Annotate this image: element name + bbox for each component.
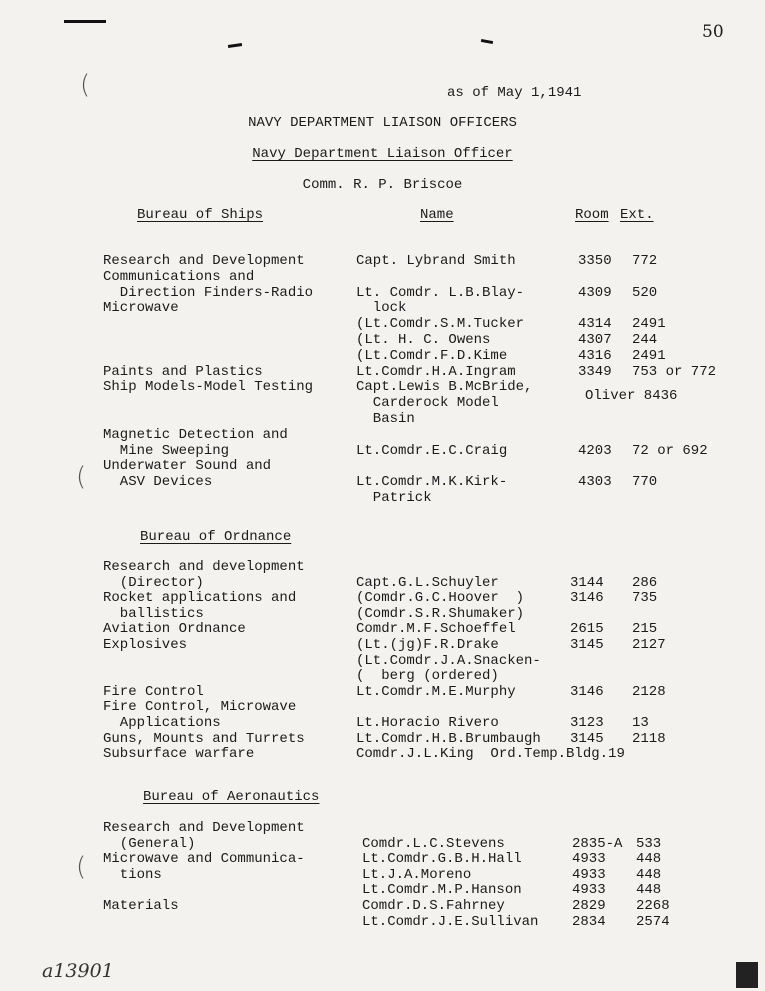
ordnance-row-ext: 2127 [632,637,666,653]
ordnance-row-room: 3144 [570,574,604,591]
document-subtitle: Navy Department Liaison Officer [252,146,513,162]
margin-bracket-top: ( [80,70,91,100]
ordnance-row-name: (Lt.Comdr.J.A.Snacken- [356,652,541,669]
ships-row-dept: Communications and [103,268,255,285]
ships-row-ext: 2491 [632,316,666,333]
handwritten-footer: a13901 [42,960,114,982]
ordnance-row-ext: 2118 [632,730,666,747]
header-bureau-aeronautics: Bureau of Aeronautics [143,789,320,805]
ordnance-row-name: Lt.Comdr.M.E.Murphy [356,683,516,700]
aero-row-ext: 533 [636,835,662,852]
ships-row-name: (Lt.Comdr.F.D.Kime [356,347,508,364]
aero-row-room: 4933 [572,866,606,883]
header-bureau-ships: Bureau of Ships [137,207,264,223]
ordnance-row-room: 3145 [570,637,604,653]
ordnance-row-ext: 735 [632,590,658,607]
margin-bracket-middle: ( [76,462,87,492]
aero-row-room: 4933 [572,882,606,899]
margin-bracket-bottom: ( [76,852,87,882]
aero-row-room: 4933 [572,851,606,868]
ordnance-row-name: Lt.Horacio Rivero [356,715,499,731]
ships-row-dept: Underwater Sound and [103,458,272,475]
ships-row-ext: 753 or 772 [632,363,717,380]
ships-row-room: 3350 [578,253,612,269]
ordnance-row-name: Comdr.J.L.King Ord.Temp.Bldg.19 [356,746,625,763]
aero-row-name: Lt.Comdr.G.B.H.Hall [362,851,522,868]
ships-row-name: (Lt.Comdr.S.M.Tucker [356,316,525,333]
header-bureau-ordnance: Bureau of Ordnance [140,529,292,545]
ordnance-row-dept: Explosives [103,637,188,653]
ordnance-row-dept: Guns, Mounts and Turrets [103,730,305,747]
header-name: Name [420,207,454,223]
ordnance-row-dept: Aviation Ordnance [103,621,246,638]
ships-row-ext: 770 [632,474,658,491]
aero-row-ext: 448 [636,882,662,899]
aero-row-dept: tions [103,866,162,883]
ships-row-room: 3349 [578,363,612,380]
ships-row-ext: 72 or 692 [632,442,708,459]
aero-row-ext: 2268 [636,898,670,914]
ordnance-row-name: ( berg (ordered) [356,668,499,685]
ships-row-name: Basin [356,411,415,427]
ships-row-name: Lt.Comdr.H.A.Ingram [356,363,516,380]
ships-row-name: Capt.Lewis B.McBride, [356,379,533,396]
ships-row-dept: Microwave [103,300,179,317]
ships-row-name: Capt. Lybrand Smith [356,253,516,269]
ordnance-row-name: (Lt.(jg)F.R.Drake [356,637,499,653]
ships-row-ext: 520 [632,284,658,301]
ships-row-room: 4316 [578,347,612,364]
page-number: 50 [702,22,724,42]
ships-row-dept: ASV Devices [103,474,213,491]
ships-row-dept: Ship Models-Model Testing [103,379,314,396]
ordnance-row-room: 2615 [570,621,604,638]
scan-mark-dash-1 [228,43,242,48]
ships-row-name: Carderock Model [356,395,499,412]
ordnance-row-dept: Fire Control, Microwave [103,699,297,716]
ships-row-dept: Magnetic Detection and [103,426,288,443]
scan-mark-dash-2 [481,39,493,44]
ships-row-name: Lt.Comdr.E.C.Craig [356,442,508,459]
ships-row-name: Lt. Comdr. L.B.Blay- [356,284,525,301]
aero-row-name: Lt.J.A.Moreno [362,866,472,883]
aero-row-name: Lt.Comdr.J.E.Sullivan [362,913,539,930]
ordnance-row-room: 3145 [570,730,604,747]
ships-row-name: Patrick [356,490,432,506]
aero-row-ext: 448 [636,866,662,883]
ordnance-row-dept: Fire Control [103,683,204,700]
ships-row-dept: Paints and Plastics [103,363,263,380]
ordnance-row-ext: 286 [632,574,658,591]
ordnance-row-room: 3146 [570,590,604,607]
ships-row-ext: 2491 [632,347,666,364]
ships-row-name: Lt.Comdr.M.K.Kirk- [356,474,508,491]
ordnance-row-ext: 2128 [632,683,666,700]
ordnance-row-name: Comdr.M.F.Schoeffel [356,621,516,638]
aero-row-room: 2829 [572,898,606,914]
aero-row-name: Comdr.L.C.Stevens [362,835,505,852]
ships-row-room: 4303 [578,474,612,491]
ships-row-name: (Lt. H. C. Owens [356,332,491,348]
aero-row-room: 2835-A [572,835,623,852]
scan-mark-top-left [64,20,106,23]
aero-row-ext: 448 [636,851,662,868]
document-title: NAVY DEPARTMENT LIAISON OFFICERS [248,115,517,131]
ships-oliver-phone: Oliver 8436 [585,388,678,404]
aero-row-dept: (General) [103,835,196,852]
aero-row-dept: Microwave and Communica- [103,851,305,868]
ships-row-dept: Direction Finders-Radio [103,284,314,301]
ordnance-row-ext: 13 [632,715,649,731]
ordnance-row-room: 3146 [570,683,604,700]
chief-officer: Comm. R. P. Briscoe [302,177,463,193]
aero-row-ext: 2574 [636,913,670,930]
ships-row-ext: 772 [632,253,658,269]
ships-row-dept: Mine Sweeping [103,442,230,459]
ordnance-row-dept: ballistics [103,605,204,622]
ordnance-row-name: (Comdr.G.C.Hoover ) [356,590,525,607]
ordnance-row-ext: 215 [632,621,658,638]
ships-row-room: 4314 [578,316,612,333]
aero-row-dept: Research and Development [103,820,305,836]
ordnance-row-name: Capt.G.L.Schuyler [356,574,499,591]
ordnance-row-dept: Subsurface warfare [103,746,255,763]
header-ext: Ext. [620,207,654,223]
ordnance-row-dept: (Director) [103,574,204,591]
ordnance-row-dept: Rocket applications and [103,590,297,607]
scan-mark-bottom-right [736,962,758,988]
aero-row-name: Lt.Comdr.M.P.Hanson [362,882,522,899]
aero-row-name: Comdr.D.S.Fahrney [362,898,505,914]
ordnance-row-dept: Applications [103,715,221,731]
aero-row-room: 2834 [572,913,606,930]
ships-row-room: 4203 [578,442,612,459]
header-room: Room [575,207,609,223]
ordnance-row-name: Lt.Comdr.H.B.Brumbaugh [356,730,541,747]
ships-row-dept: Research and Development [103,253,305,269]
aero-row-dept: Materials [103,898,179,914]
ordnance-row-dept: Research and development [103,559,305,575]
ships-row-room: 4307 [578,332,612,348]
document-date: as of May 1,1941 [447,85,582,101]
ships-row-room: 4309 [578,284,612,301]
ordnance-row-name: (Comdr.S.R.Shumaker) [356,605,525,622]
ordnance-row-room: 3123 [570,715,604,731]
ships-row-name: lock [356,300,407,317]
ships-row-ext: 244 [632,332,658,348]
